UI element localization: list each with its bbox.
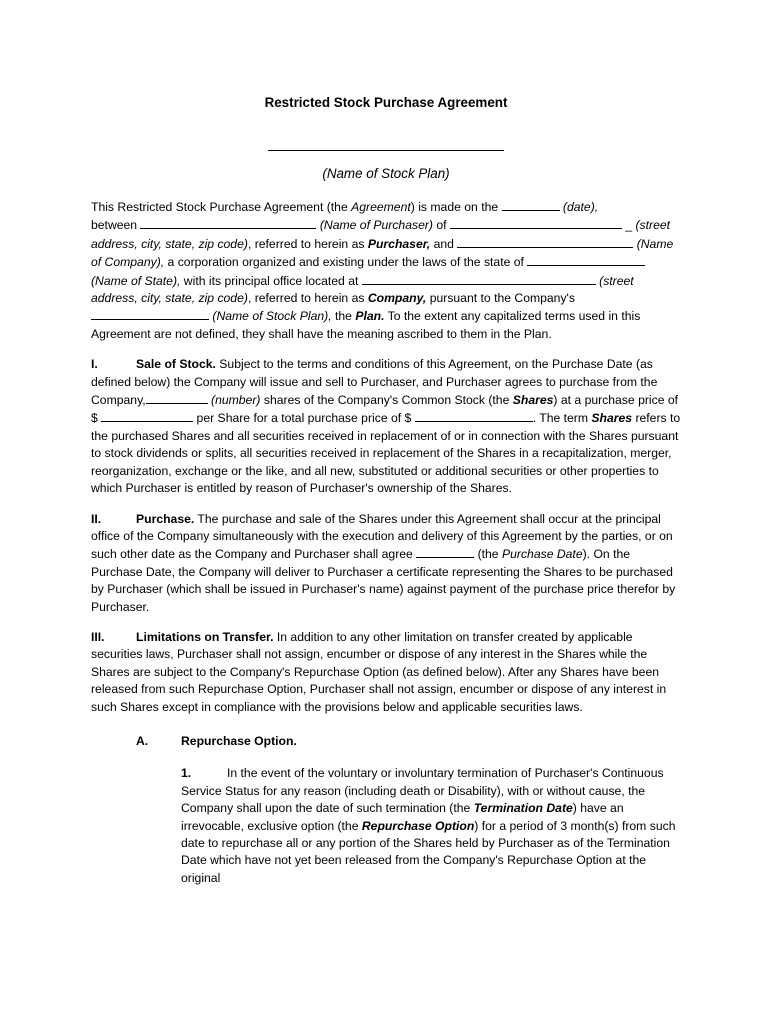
section-purchase: II. Purchase. The purchase and sale of the Shares under this Agreement shall occur at the principal office of the Company simultaneously with the execution and delivery of this Agreement by the parties, or on such other date as the Company and Purchaser shall agree (the Purchase Date). On the Purchase Date, the Company will deliver to Purchaser a certificate representing the Shares to be purchased by Purchaser (which shall be issued in Purchaser's name) against payment of the purchase price therefor by Purchaser. (91, 511, 676, 614)
state-blank (527, 253, 645, 266)
stock-plan-blank (91, 307, 209, 320)
subsection-letter: A. (136, 733, 149, 748)
shares-number-blank (146, 391, 208, 404)
item-termination-repurchase: 1. In the event of the voluntary or involuntary termination of Purchaser's Continuous Service Status for any reason (including death or Disability), with or without cause, the Company shall upon the date of such termination (the Termination Date) have an irrevocable, exclusive option (the Repurchase Option) for a period of 3 month(s) from such date to repurchase all or any portion of the Shares held by Purchaser as of the Termination Date which have not yet been released from the Company's Repurchase Option at the original (181, 766, 676, 885)
section-sale-of-stock: I. Sale of Stock. Subject to the terms and conditions of this Agreement, on the Purchase Date (as defined below) the Company will issue and sell to Purchaser, and Purchaser agrees to purchase from the Company, (number) shares of the Company's Common Stock (the Shares) at a purchase price of $ per Share for a total purchase price of $ . The term Shares refers to the purchased Shares and all securities received in replacement of or in connection with the Shares pursuant to stock dividends or splits, all securities received in replacement of the Shares in a recapitalization, merger, reorganization, exchange or the like, and all new, substituted or additional securities or other properties to which Purchaser is entitled by reason of Purchaser's ownership of the Shares. (91, 357, 681, 496)
section-heading: Limitations on Transfer. (136, 629, 274, 644)
item-number: 1. (181, 766, 192, 781)
price-per-share-blank (101, 409, 193, 422)
subsection-heading: Repurchase Option. (181, 733, 297, 748)
purchaser-name-blank (140, 216, 316, 229)
plan-name-caption: (Name of Stock Plan) (322, 166, 450, 181)
section-limitations-on-transfer: III. Limitations on Transfer. In addition to any other limitation on transfer created by applicable securities laws, Purchaser shall not assign, encumber or dispose of any interest in the Shares while the Shares are subject to the Company's Repurchase Option (as defined below). After any Shares have been released from such Repurchase Option, Purchaser shall not assign, encumber or dispose of any interest in such Shares except in compliance with the provisions below and applicable securities laws. (91, 629, 667, 714)
company-address-blank (362, 272, 596, 285)
section-number: I. (91, 357, 98, 372)
subsection-repurchase-option (91, 733, 681, 750)
date-blank (502, 198, 560, 211)
section-number: III. (91, 629, 105, 644)
section-heading: Purchase. (136, 511, 195, 526)
company-name-blank (457, 235, 633, 248)
purchaser-address-blank (450, 216, 622, 229)
intro-paragraph: This Restricted Stock Purchase Agreement (the Agreement) is made on the (date), between (Name of Purchaser) of _ (street address, city, state, zip code), referred to herein as Purchaser, and (Name of Company), a corporation organized and existing under the laws of the state of (Name of State), with its principal office located at (street address, city, state, zip code), referred to herein as Company, pursuant to the Company's (Name of Stock Plan), the Plan. To the extent any capitalized terms used in this Agreement are not defined, they shall have the meaning ascribed to them in the Plan. (91, 200, 674, 341)
total-price-blank (415, 409, 533, 422)
document-title: Restricted Stock Purchase Agreement (264, 95, 508, 110)
plan-name-blank (268, 132, 504, 151)
purchase-date-blank (416, 545, 474, 558)
section-number: II. (91, 511, 102, 526)
section-heading: Sale of Stock. (136, 357, 216, 372)
document-page (91, 94, 681, 887)
